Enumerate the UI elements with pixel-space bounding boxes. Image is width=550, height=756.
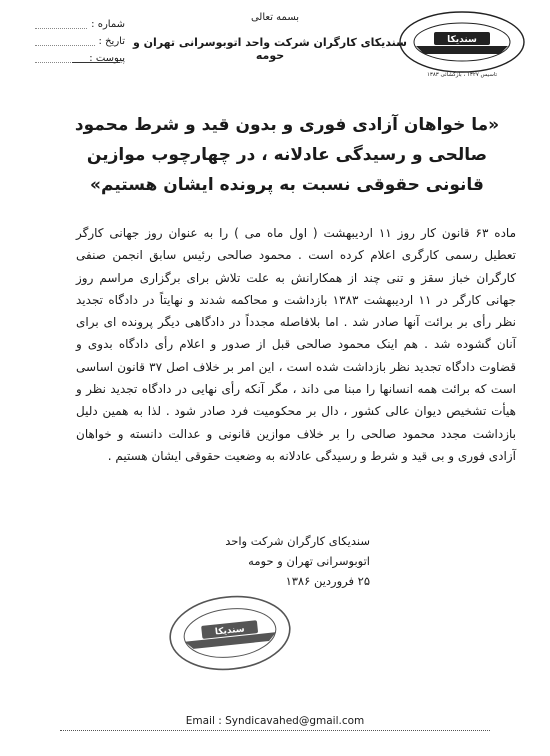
meta-number-label: شماره :: [91, 19, 125, 30]
letter-meta-fields: [35, 16, 125, 67]
letterhead-organization: سندیکای کارگران شرکت واحد اتوبوسرانی تهران و حومه: [133, 36, 407, 62]
footer-email[interactable]: Email : Syndicavahed@gmail.com: [185, 715, 365, 727]
meta-number-row: [35, 16, 125, 33]
header-rule: [72, 62, 120, 63]
meta-number-line: [35, 16, 87, 29]
logo-founding: تاسیس ۱۳۲۷ ، بازگشائی ۱۳۸۳: [426, 72, 498, 78]
meta-date-line: [35, 33, 95, 46]
invocation-text: بسمه تعالی: [250, 12, 300, 23]
stamp-name: سندیکا: [214, 624, 246, 638]
meta-date-row: [35, 33, 125, 50]
meta-date-label: تاریخ :: [98, 36, 125, 47]
meta-attachment-row: [35, 50, 125, 67]
signature-block: [150, 531, 370, 591]
meta-attachment-label: پیوست :: [89, 53, 125, 64]
headline: «ما خواهان آزادی فوری و بدون قید و شرط محمود صالحی و رسیدگی عادلانه ، در چهارچوب موازین قانونی حقوقی نسبت به پرونده ایشان هستیم»: [74, 115, 500, 195]
syndicate-stamp: [162, 585, 298, 681]
footer-rule: [60, 730, 490, 731]
logo-name: سندیکا: [447, 35, 477, 45]
signature-line-1: سندیکای کارگران شرکت واحد: [225, 534, 370, 548]
letter-body: ماده ۶۳ قانون کار روز ۱۱ اردیبهشت ( اول ماه می ) را به عنوان روز جهانی کارگر تعطیل رسمی کارگری اعلام کرده است . محمود صالحی رئیس سابق انجمن صنفی کارگران خباز سقز و تنی چند از همکارانش به علت تلاش برای برگزاری مراسم روز جهانی کارگر در ۱۱ اردیبهشت ۱۳۸۳ بازداشت و محاکمه شدند و نهایتاً در دادگاه تجدید نظر رأی بر برائت آنها صادر شد . اما بلافاصله مجدداً در دادگاهی دیگر پرونده ای برای آنان گشوده شد . هم اینک محمود صالحی قبل از صدور و اعلام رأی دادگاه بدوی و قضاوت دادگاه تجدید نظر بازداشت شده است ، این امر بر خلاف اصل ۳۷ قانون اساسی است که برائت همه انسانها را مبنا می داند ، مگر آنکه رأی نهایی در دادگاه تجدید نظر و هیأت تشخیص دیوان عالی کشور ، دال بر محکومیت فرد صادر شود . لذا به همین دلیل بازداشت مجدد محمود صالحی را بر خلاف موازین قانونی و عدالت دانسته و خواهان آزادی فوری و بی قید و شرط و رسیدگی عادلانه به وضعیت حقوقی ایشان هستیم .: [76, 226, 516, 463]
signature-date: ۲۵ فروردین ۱۳۸۶: [285, 574, 370, 588]
signature-line-2: اتوبوسرانی تهران و حومه: [248, 554, 370, 568]
syndicate-logo: [396, 8, 528, 80]
